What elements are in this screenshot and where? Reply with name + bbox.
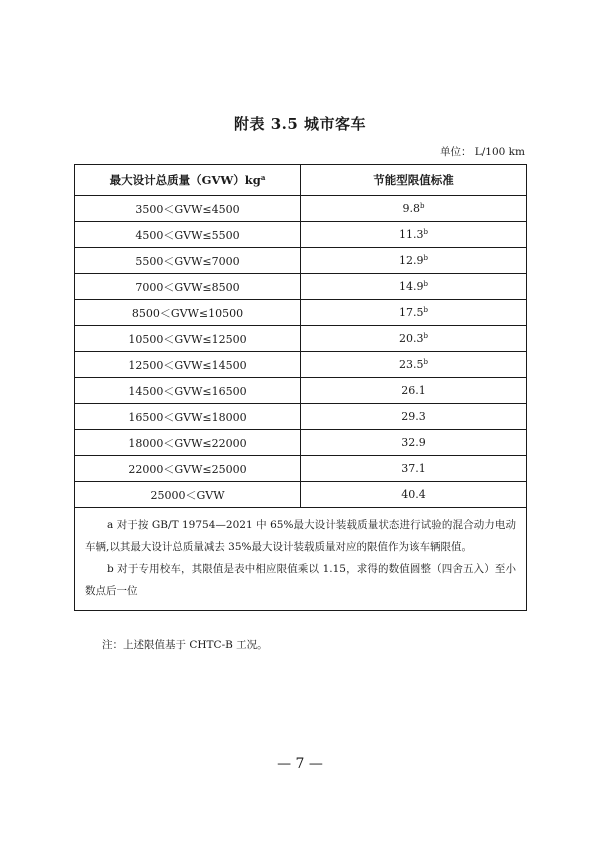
limit-value-cell	[301, 404, 527, 430]
table-row	[75, 378, 527, 404]
limit-value: 40.4	[401, 488, 426, 501]
table-header-row	[75, 165, 527, 196]
header-gvw-superscript: a	[260, 173, 266, 182]
table-row	[75, 482, 527, 508]
limit-value-cell	[301, 456, 527, 482]
limit-value-superscript: b	[423, 254, 428, 262]
limit-value: 20.3	[399, 332, 424, 345]
table-row	[75, 456, 527, 482]
gvw-range-cell: 7000＜GVW≤8500	[75, 274, 301, 300]
gvw-range-cell: 16500＜GVW≤18000	[75, 404, 301, 430]
limit-value-cell	[301, 482, 527, 508]
limit-value-superscript: b	[423, 306, 428, 314]
table-row	[75, 430, 527, 456]
note-a: a 对于按 GB/T 19754—2021 中 65%最大设计装载质量状态进行试验的混合动力电动车辆,以其最大设计总质量减去 35%最大设计装载质量对应的限值作为该车辆限值。	[85, 519, 516, 553]
limit-value: 17.5	[399, 306, 424, 319]
gvw-range-cell: 5500＜GVW≤7000	[75, 248, 301, 274]
limit-value: 37.1	[401, 462, 426, 475]
note-b: b 对于专用校车，其限值是表中相应限值乘以 1.15，求得的数值圆整（四舍五入）至小数点后一位	[85, 563, 516, 597]
limit-value: 11.3	[399, 228, 424, 241]
limit-value-cell	[301, 300, 527, 326]
gvw-range-cell: 4500＜GVW≤5500	[75, 222, 301, 248]
table-body	[75, 196, 527, 508]
gvw-range-cell: 18000＜GVW≤22000	[75, 430, 301, 456]
limit-value-superscript: b	[420, 202, 425, 210]
page-number: — 7 —	[277, 756, 323, 772]
table-row	[75, 404, 527, 430]
limit-value: 32.9	[401, 436, 426, 449]
header-limit: 节能型限值标准	[301, 165, 527, 196]
limit-value-cell	[301, 196, 527, 222]
limit-value-superscript: b	[423, 332, 428, 340]
gvw-range-cell: 8500＜GVW≤10500	[75, 300, 301, 326]
table-row	[75, 352, 527, 378]
limit-value-superscript: b	[423, 280, 428, 288]
gvw-range-cell: 3500＜GVW≤4500	[75, 196, 301, 222]
notes-row	[75, 508, 527, 611]
unit-label: 单位： L/100 km	[439, 146, 525, 158]
table-row	[75, 300, 527, 326]
limit-value: 23.5	[399, 358, 424, 371]
limit-value: 29.3	[401, 410, 426, 423]
table-row	[75, 326, 527, 352]
limit-value-superscript: b	[423, 358, 428, 366]
gvw-range-cell: 10500＜GVW≤12500	[75, 326, 301, 352]
footnote: 注：上述限值基于 CHTC-B 工况。	[102, 639, 268, 651]
limit-value: 14.9	[399, 280, 424, 293]
gvw-range-cell: 22000＜GVW≤25000	[75, 456, 301, 482]
limit-value: 9.8	[402, 202, 420, 215]
gvw-range-cell: 25000＜GVW	[75, 482, 301, 508]
table-row	[75, 222, 527, 248]
limit-value-cell	[301, 352, 527, 378]
table-row	[75, 196, 527, 222]
gvw-range-cell: 14500＜GVW≤16500	[75, 378, 301, 404]
limit-value-cell	[301, 274, 527, 300]
fuel-limit-table	[74, 164, 527, 611]
limit-value: 26.1	[401, 384, 426, 397]
limit-value-cell	[301, 222, 527, 248]
header-gvw-label: 最大设计总质量（GVW）kg	[109, 173, 261, 187]
header-gvw	[75, 165, 301, 196]
table-row	[75, 248, 527, 274]
limit-value-cell	[301, 248, 527, 274]
table-title: 附表 3.5 城市客车	[233, 115, 367, 133]
limit-value-cell	[301, 378, 527, 404]
table-row	[75, 274, 527, 300]
limit-value-cell	[301, 326, 527, 352]
limit-value: 12.9	[399, 254, 424, 267]
limit-value-cell	[301, 430, 527, 456]
notes-cell	[75, 508, 527, 611]
gvw-range-cell: 12500＜GVW≤14500	[75, 352, 301, 378]
limit-value-superscript: b	[423, 228, 428, 236]
